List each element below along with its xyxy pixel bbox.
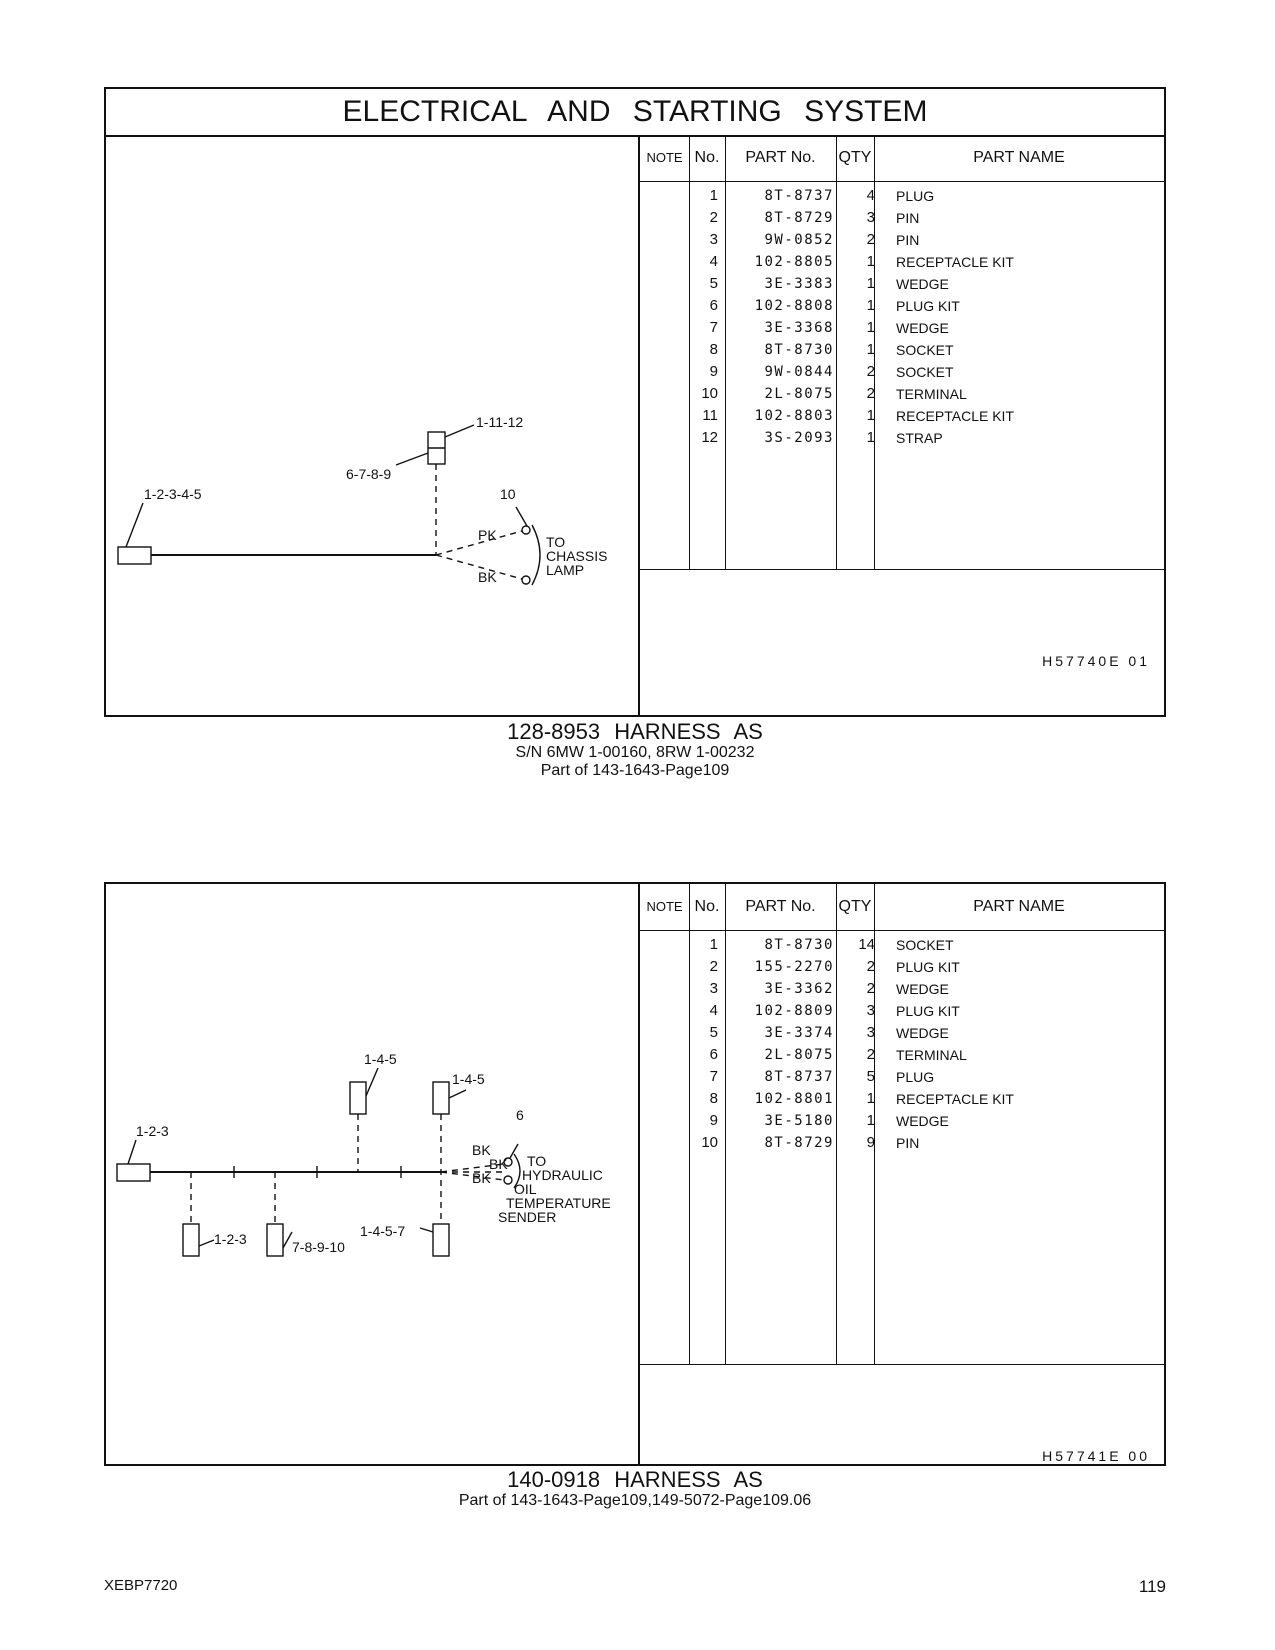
- part-name: WEDGE: [896, 320, 949, 336]
- header-part-name: PART NAME: [973, 149, 1065, 166]
- diagram-label: 1-4-5: [364, 1051, 397, 1067]
- table-row: [640, 339, 1164, 361]
- part-name: PLUG KIT: [896, 959, 960, 975]
- diagram-label: 1-4-5: [452, 1071, 485, 1087]
- destination-label: TO: [546, 534, 566, 550]
- harness-diagram-2: [106, 884, 638, 1464]
- parts-panel-2: [104, 882, 1166, 1466]
- table-row: [640, 1066, 1164, 1088]
- table-row: [640, 383, 1164, 405]
- item-number: 7: [709, 1068, 718, 1085]
- caption-1: [104, 720, 1166, 780]
- harness-diagram-1: [106, 135, 638, 715]
- part-name: PLUG: [896, 1069, 935, 1085]
- diagram-label: 1-2-3: [136, 1123, 169, 1139]
- harness-diagram-2-drawing: [106, 884, 638, 1464]
- quantity: 1: [866, 297, 875, 314]
- part-name: RECEPTACLE KIT: [896, 254, 1014, 270]
- part-number: 3E-3362: [764, 981, 834, 997]
- table-header: [640, 884, 1164, 931]
- wire-color-label: PK: [478, 527, 497, 543]
- part-number: 9W-0844: [764, 364, 834, 380]
- table-row: [640, 1110, 1164, 1132]
- header-no: No.: [694, 149, 720, 166]
- header-part-name: PART NAME: [973, 898, 1065, 915]
- caption-line: Part of 143-1643-Page109: [540, 762, 730, 779]
- table-row: [640, 317, 1164, 339]
- quantity: 2: [866, 385, 875, 402]
- item-number: 4: [709, 1002, 718, 1019]
- caption-line: Part of 143-1643-Page109,149-5072-Page109.06: [458, 1492, 812, 1509]
- table-row: [640, 295, 1164, 317]
- header-note: NOTE: [646, 150, 683, 165]
- quantity: 1: [866, 275, 875, 292]
- page-number: 119: [1138, 1577, 1166, 1596]
- part-number: 102-8805: [754, 254, 834, 270]
- item-number: 6: [709, 297, 718, 314]
- quantity: 1: [866, 407, 875, 424]
- header-part-no: PART No.: [745, 149, 816, 166]
- quantity: 1: [866, 341, 875, 358]
- caption-line: S/N 6MW 1-00160, 8RW 1-00232: [515, 744, 755, 761]
- header-no: No.: [694, 898, 720, 915]
- item-number: 1: [709, 936, 718, 953]
- harness-title: 140-0918 HARNESS AS: [507, 1467, 763, 1492]
- table-row: [640, 978, 1164, 1000]
- part-name: RECEPTACLE KIT: [896, 408, 1014, 424]
- part-number: 3E-5180: [764, 1113, 834, 1129]
- drawing-reference: H57741E 00: [1042, 1448, 1150, 1464]
- quantity: 2: [866, 958, 875, 975]
- diagram-label: 1-2-3: [214, 1231, 247, 1247]
- part-name: SOCKET: [896, 342, 954, 358]
- diagram-label: 6: [516, 1107, 524, 1123]
- quantity: 4: [866, 187, 875, 204]
- item-number: 8: [709, 1090, 718, 1107]
- table-row: [640, 956, 1164, 978]
- table-row: [640, 1022, 1164, 1044]
- quantity: 5: [866, 1068, 875, 1085]
- document-code: XEBP7720: [104, 1577, 178, 1594]
- wire-color-label: BK: [472, 1170, 491, 1186]
- quantity: 1: [866, 1112, 875, 1129]
- quantity: 1: [866, 319, 875, 336]
- part-number: 8T-8729: [764, 210, 834, 226]
- table-row: [640, 405, 1164, 427]
- item-number: 12: [701, 429, 718, 446]
- quantity: 3: [866, 1024, 875, 1041]
- part-name: TERMINAL: [896, 386, 967, 402]
- quantity: 2: [866, 363, 875, 380]
- table-row: [640, 1044, 1164, 1066]
- quantity: 3: [866, 1002, 875, 1019]
- diagram-label: 1-11-12: [476, 414, 524, 430]
- wire-color-label: BK: [489, 1156, 508, 1172]
- item-number: 5: [709, 275, 718, 292]
- diagram-label: 1-4-5-7: [360, 1223, 406, 1239]
- part-number: 102-8801: [754, 1091, 834, 1107]
- harness-diagram-1-drawing: [106, 135, 638, 715]
- part-name: RECEPTACLE KIT: [896, 1091, 1014, 1107]
- part-number: 2L-8075: [764, 1047, 834, 1063]
- table-row: [640, 229, 1164, 251]
- destination-label: TEMPERATURE: [506, 1195, 611, 1211]
- part-name: PLUG KIT: [896, 1003, 960, 1019]
- part-number: 3E-3374: [764, 1025, 834, 1041]
- wire-color-label: BK: [478, 569, 497, 585]
- caption-2: [104, 1468, 1166, 1510]
- table-header: [640, 135, 1164, 182]
- quantity: 2: [866, 1046, 875, 1063]
- table-row: [640, 207, 1164, 229]
- parts-table-1: [638, 135, 1164, 715]
- part-number: 3E-3368: [764, 320, 834, 336]
- part-name: PLUG KIT: [896, 298, 960, 314]
- item-number: 2: [709, 209, 718, 226]
- item-number: 7: [709, 319, 718, 336]
- item-number: 9: [709, 363, 718, 380]
- part-name: SOCKET: [896, 364, 954, 380]
- table-row: [640, 251, 1164, 273]
- part-number: 9W-0852: [764, 232, 834, 248]
- part-name: PLUG: [896, 188, 935, 204]
- part-number: 8T-8737: [764, 188, 834, 204]
- destination-label: LAMP: [546, 562, 585, 578]
- part-number: 102-8809: [754, 1003, 834, 1019]
- part-number: 2L-8075: [764, 386, 834, 402]
- item-number: 4: [709, 253, 718, 270]
- item-number: 10: [701, 1134, 718, 1151]
- part-number: 8T-8729: [764, 1135, 834, 1151]
- destination-label: HYDRAULIC: [522, 1167, 603, 1183]
- quantity: 2: [866, 980, 875, 997]
- part-number: 8T-8730: [764, 937, 834, 953]
- item-number: 8: [709, 341, 718, 358]
- item-number: 9: [709, 1112, 718, 1129]
- table-row: [640, 273, 1164, 295]
- item-number: 2: [709, 958, 718, 975]
- parts-panel-1: [104, 87, 1166, 717]
- parts-table-2: [638, 884, 1164, 1464]
- table-row: [640, 361, 1164, 383]
- part-name: WEDGE: [896, 1113, 949, 1129]
- diagram-label: 7-8-9-10: [292, 1239, 345, 1255]
- header-part-no: PART No.: [745, 898, 816, 915]
- section-title: ELECTRICAL AND STARTING SYSTEM: [106, 89, 1164, 137]
- wire-color-label: BK: [472, 1142, 491, 1158]
- item-number: 1: [709, 187, 718, 204]
- part-name: PIN: [896, 1135, 920, 1151]
- part-name: TERMINAL: [896, 1047, 967, 1063]
- destination-label: OIL: [514, 1181, 537, 1197]
- drawing-reference: H57740E 01: [1042, 653, 1150, 669]
- harness-title: 128-8953 HARNESS AS: [507, 719, 763, 744]
- diagram-label: 1-2-3-4-5: [144, 486, 202, 502]
- part-name: WEDGE: [896, 1025, 949, 1041]
- destination-label: SENDER: [498, 1209, 557, 1225]
- table-row: [640, 1000, 1164, 1022]
- item-number: 11: [702, 407, 718, 424]
- diagram-label: 6-7-8-9: [346, 466, 392, 482]
- destination-label: TO: [527, 1153, 547, 1169]
- part-number: 102-8803: [754, 408, 834, 424]
- table-row: [640, 1088, 1164, 1110]
- part-name: PIN: [896, 232, 920, 248]
- table-row: [640, 427, 1164, 449]
- table-row: [640, 185, 1164, 207]
- header-qty: QTY: [838, 149, 872, 166]
- part-name: WEDGE: [896, 981, 949, 997]
- item-number: 10: [701, 385, 718, 402]
- table-row: [640, 1132, 1164, 1154]
- quantity: 14: [858, 936, 875, 953]
- item-number: 3: [709, 231, 718, 248]
- part-number: 8T-8737: [764, 1069, 834, 1085]
- table-row: [640, 934, 1164, 956]
- quantity: 1: [866, 429, 875, 446]
- part-name: WEDGE: [896, 276, 949, 292]
- part-name: PIN: [896, 210, 920, 226]
- part-number: 102-8808: [754, 298, 834, 314]
- part-name: SOCKET: [896, 937, 954, 953]
- destination-label: CHASSIS: [546, 548, 608, 564]
- part-number: 155-2270: [754, 959, 834, 975]
- quantity: 3: [866, 209, 875, 226]
- part-name: STRAP: [896, 430, 943, 446]
- diagram-label: 10: [500, 486, 516, 502]
- part-number: 3S-2093: [764, 430, 834, 446]
- header-qty: QTY: [838, 898, 872, 915]
- quantity: 1: [866, 1090, 875, 1107]
- part-number: 3E-3383: [764, 276, 834, 292]
- quantity: 1: [866, 253, 875, 270]
- part-number: 8T-8730: [764, 342, 834, 358]
- header-note: NOTE: [646, 899, 683, 914]
- item-number: 3: [709, 980, 718, 997]
- quantity: 2: [866, 231, 875, 248]
- item-number: 6: [709, 1046, 718, 1063]
- item-number: 5: [709, 1024, 718, 1041]
- quantity: 9: [866, 1134, 875, 1151]
